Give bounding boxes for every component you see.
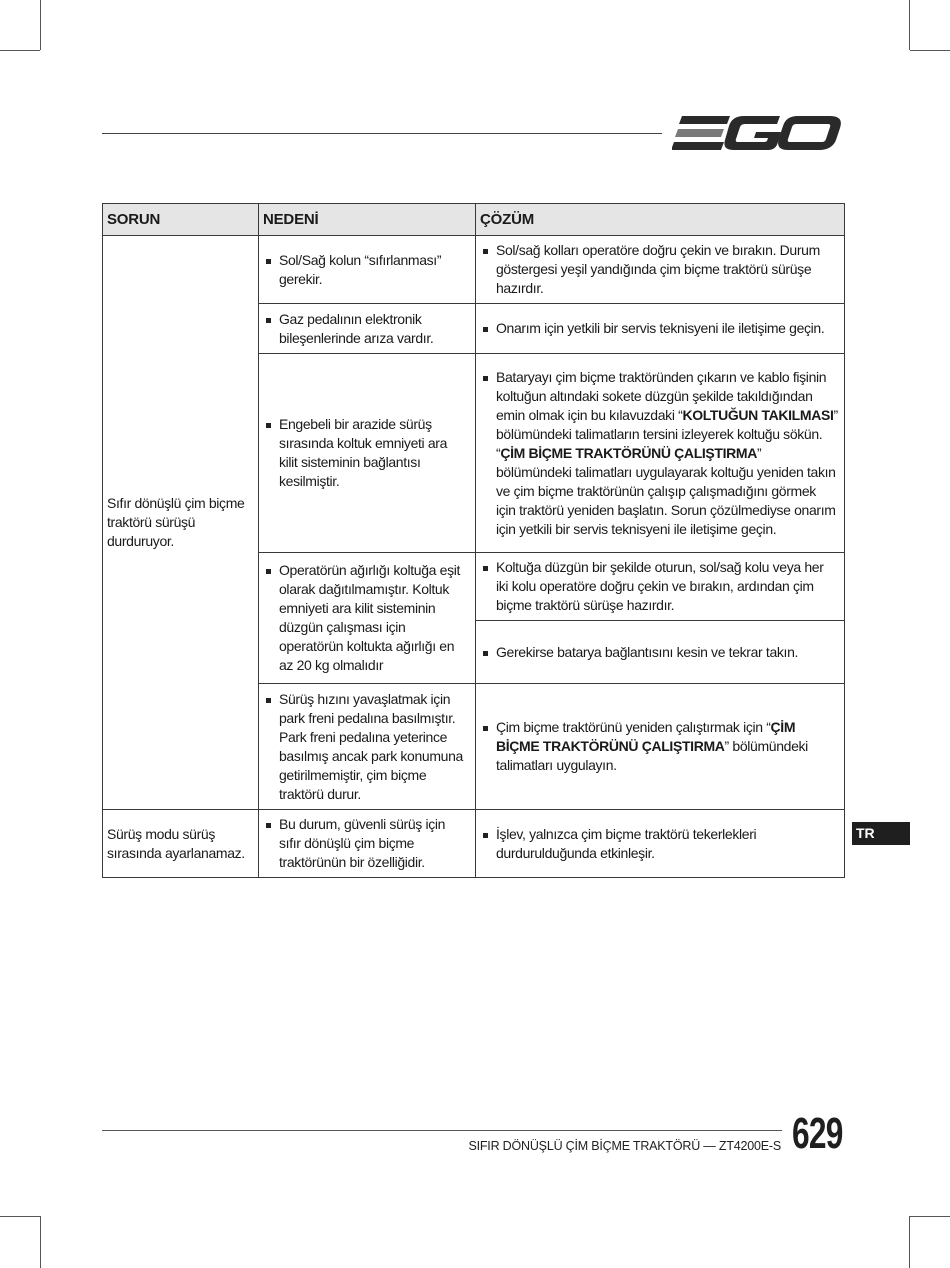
solution-cell [476,810,845,878]
crop-mark [0,1216,40,1217]
language-tab: TR [852,822,910,845]
solution-item: Sol/sağ kolları operatöre doğru çekin ve bırakın. Durum göstergesi yeşil yandığında çim biçme traktörü sürüşe hazırdır. [476,241,844,298]
cause-cell [259,810,476,878]
footer-rule [102,1130,782,1131]
cause-cell [259,684,476,810]
solution-text: Çim biçme traktörünü yeniden çalıştırmak için “ [496,719,771,735]
solution-cell [476,236,845,304]
section-reference: KOLTUĞUN TAKILMASI [682,406,834,423]
cause-item: Gaz pedalının elektronik bileşenlerinde arıza vardır. [259,310,475,348]
solution-cell [476,684,845,810]
header-problem: SORUN [103,204,259,236]
solution-item: İşlev, yalnızca çim biçme traktörü tekerlekleri durdurulduğunda etkinleşir. [476,825,844,863]
solution-cell [476,621,845,684]
crop-mark [0,50,40,51]
solution-cell [476,304,845,354]
cause-cell [259,304,476,354]
ego-logo [672,112,844,156]
crop-mark [909,1216,910,1268]
cause-item: Engebeli bir arazide sürüş sırasında koltuk emniyeti ara kilit sisteminin bağlantısı kesilmiştir. [259,415,475,491]
solution-text: ” bölümündeki talimatları uygulayarak koltuğu yeniden takın ve çim biçme traktörünün çalışıp çalışmadığını görmek için traktörü yeniden başlatın. Sorun çözülmediyse onarım için yetkili bir servis teknisyeni ile iletişime geçin. [496,444,836,537]
solution-cell [476,354,845,553]
solution-item: Koltuğa düzgün bir şekilde oturun, sol/sağ kolu veya her iki kolu operatöre doğru çekin ve bırakın, ardından çim biçme traktörü sürüşe hazırdır. [476,558,844,615]
header-rule [102,133,662,134]
cause-item: Operatörün ağırlığı koltuğa eşit olarak dağıtılmamıştır. Koltuk emniyeti ara kilit sisteminin düzgün çalışması için operatörün koltukta ağırlığı en az 20 kg olmalıdır [259,561,475,675]
cause-item: Bu durum, güvenli sürüş için sıfır dönüşlü çim biçme traktörünün bir özelliğidir. [259,815,475,872]
solution-item: Onarım için yetkili bir servis teknisyeni ile iletişime geçin. [476,319,844,338]
cause-cell [259,236,476,304]
troubleshooting-table [102,203,845,878]
crop-mark [910,50,950,51]
table-header-row [103,204,845,236]
problem-cell [103,810,259,878]
header-solution: ÇÖZÜM [476,204,845,236]
solution-text: ” bölümündeki talimatların tersini izleyerek koltuğu sökün. “ [496,406,838,461]
problem-text: Sıfır dönüşlü çim biçme traktörü sürüşü durduruyor. [107,495,245,549]
page-number: 629 [792,1109,843,1158]
solution-text: ” bölümündeki talimatları uygulayın. [496,738,808,773]
problem-text: Sürüş modu sürüş sırasında ayarlanamaz. [107,825,245,861]
crop-mark [40,1216,41,1268]
solution-item [476,718,844,775]
crop-mark [909,0,910,50]
problem-cell [103,236,259,810]
cause-cell [259,553,476,684]
solution-text: Bataryayı çim biçme traktöründen çıkarın ve kablo fişinin koltuğun altındaki sokete düzgün şekilde takıldığından emin olmak için bu kılavuzdaki “ [496,368,827,423]
footer-title: SIFIR DÖNÜŞLÜ ÇİM BİÇME TRAKTÖRÜ — ZT4200E-S [468,1139,781,1153]
solution-item [476,368,844,539]
cause-item: Sol/Sağ kolun “sıfırlanması” gerekir. [259,251,475,289]
section-reference: ÇİM BİÇME TRAKTÖRÜNÜ ÇALIŞTIRMA [496,719,796,754]
crop-mark [910,1216,950,1217]
table-row [103,810,845,878]
section-reference: ÇİM BİÇME TRAKTÖRÜNÜ ÇALIŞTIRMA [500,444,757,461]
table-row [103,236,845,304]
cause-item: Sürüş hızını yavaşlatmak için park freni pedalına basılmıştır. Park freni pedalına yeterince basılmış ancak park konumuna getirilmemiştir, çim biçme traktörü durur. [259,690,475,804]
crop-mark [40,0,41,50]
cause-cell [259,354,476,553]
header-cause: NEDENİ [259,204,476,236]
solution-cell [476,553,845,621]
solution-item: Gerekirse batarya bağlantısını kesin ve tekrar takın. [476,643,844,662]
